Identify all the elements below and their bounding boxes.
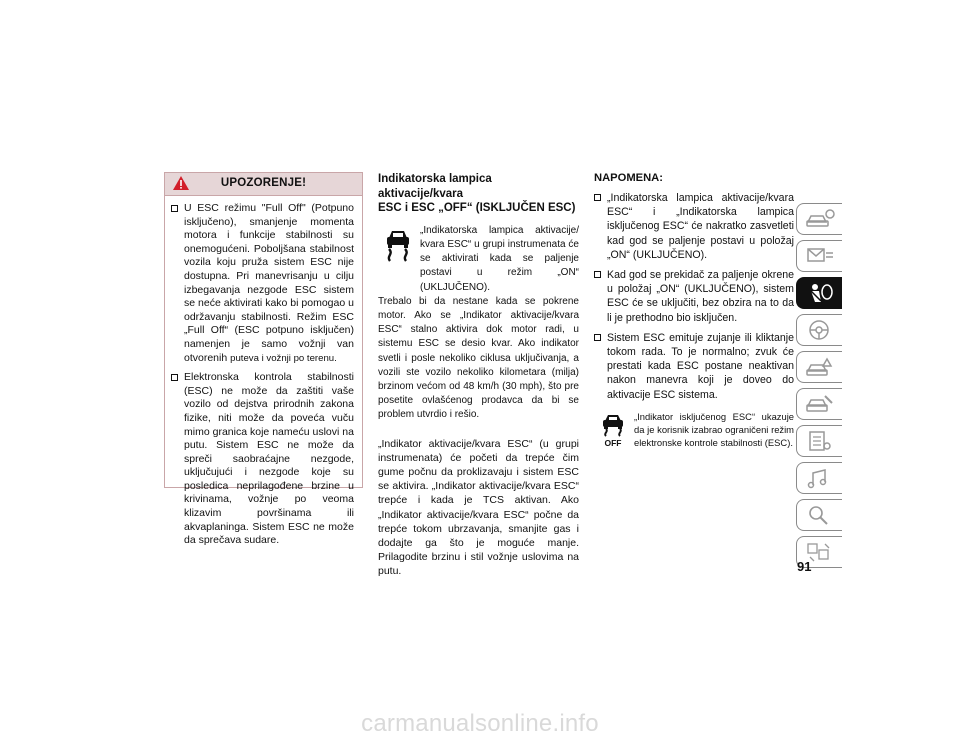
warning-title: UPOZORENJE! <box>220 177 307 189</box>
warning-bullet-text: Elektronska kontrola stabilnosti (ESC) ne može da zaštiti vaše vozilo od dejstva prirodnih zakona fizike, niti može da poveća vuču mimo granica koje nameću uslovi na putu. Sistem ESC ne može da spreči saobraćajne nezgode, uključujući i nezgode koje su posledica neprilagođene brzine u krivinama, vožnje po veoma klizavim površinama ili akvaplaninga. Sistem ESC ne može da sprečava sudare. <box>184 371 354 547</box>
car-info-icon <box>805 208 835 230</box>
esc-off-indicator-row <box>594 410 794 450</box>
warning-bullet-text: U ESC režimu "Full Off" (Potpuno isključeno), smanjenje momenta motora i funkcije stabilnosti su onemogućeni. Poboljšana stabilnost vozila koju pruža sistem ESC nije dostupna. Pri manevrisanju u cilju izbegavanja nezgode ESC sistem se neće aktivirati kako bi pomogao u održavanju stabilnosti. Režim ESC „Full Off“ (ESC potpuno isključen) namenjen je samo vožnji van otvorenih <box>184 202 354 364</box>
warning-bullet <box>171 371 354 548</box>
steering-wheel-icon <box>805 319 835 341</box>
section-heading <box>378 172 579 216</box>
messages-icon <box>805 245 835 267</box>
heading-line-1: Indikatorska lampica aktivacije/kvara <box>378 173 492 200</box>
note-bullet-text: „Indikatorska lampica aktivacije/kvara ESC“ i „Indikatorska lampica isključenog ESC“ će nakratko zasvetleti kad god se paljenje postavi u položaj „ON“ (UKLJUČENO). <box>607 192 794 261</box>
bullet-square-icon <box>171 374 178 381</box>
note-bullet-text: Kad god se prekidač za paljenje okrene u položaj „ON“ (UKLJUČENO), sistem ESC će se uključiti, bez obzira na to da li je prethodno bio isključen. <box>607 269 794 324</box>
tab-safety[interactable] <box>796 277 842 309</box>
tab-car-info[interactable] <box>796 203 842 235</box>
chapter-tabs <box>796 203 844 573</box>
search-icon <box>805 504 835 526</box>
tab-multimedia[interactable] <box>796 462 842 494</box>
note-bullet <box>594 191 794 262</box>
bullet-square-icon <box>594 334 601 341</box>
note-bullet <box>594 331 794 402</box>
page-number: 91 <box>797 559 812 574</box>
esc-indicator-row <box>378 224 579 295</box>
emergency-icon <box>805 356 835 378</box>
bullet-square-icon <box>594 194 601 201</box>
tab-steering[interactable] <box>796 314 842 346</box>
heading-line-2: ESC i ESC „OFF“ (ISKLJUČEN ESC) <box>378 202 576 215</box>
tab-service[interactable] <box>796 388 842 420</box>
bullet-square-icon <box>171 205 178 212</box>
warning-bullet-tail: puteva i vožnji po terenu. <box>230 352 337 364</box>
service-icon <box>805 393 835 415</box>
paragraph: „Indikator aktivacije/kvara ESC“ (u grupi instrumenata) će početi da trepće čim gume počnu da proklizavaju i sistem ESC se aktivira. „Indikator aktivacije/kvara ESC“ trepće i kada je TCS aktivan. Ako „Indikator aktivacije/kvara ESC“ počne da trepće tokom ubrzavanja, smanjite gas i dodajte ga što je moguće manje. Prilagodite brzinu i stil vožnje uslovima na putu. <box>378 437 579 578</box>
bullet-square-icon <box>594 271 601 278</box>
multimedia-icon <box>805 467 835 489</box>
watermark: carmanualsonline.info <box>361 710 599 737</box>
specs-icon <box>805 430 835 452</box>
esc-indicator-text: „Indikatorska lampica aktivacije/ kvara ESC“ u grupi instrumenata će se aktivirati kada se paljenje postavi u režim „ON“ (UKLJUČENO). <box>420 224 579 293</box>
warning-bullet <box>171 202 354 365</box>
warning-header <box>165 173 362 196</box>
tab-specs[interactable] <box>796 425 842 457</box>
note-title: NAPOMENA: <box>594 172 663 184</box>
esc-skid-car-icon <box>384 228 412 262</box>
note-bullet <box>594 268 794 325</box>
middle-column <box>378 172 579 579</box>
paragraph: Trebalo bi da nestane kada se pokrene motor. Ako se „Indikator aktivacije/kvara ESC“ stalno aktivira dok motor radi, u sistemu ESC se desio kvar. Ako indikator svetli i posle nekoliko ciklusa uključivanja, a vozili ste vozilo nekoliko kilometara (milja) brzinom većom od 48 km/h (30 mph), što pre posetite ovlašćenog prodavca da bi se problem utvrdio i rešio. <box>378 295 579 421</box>
warning-box <box>164 172 363 547</box>
right-column <box>594 172 794 449</box>
off-label: OFF <box>604 437 622 448</box>
esc-off-text: „Indikator isključenog ESC“ ukazuje da je korisnik izabrao ograničeni režim elektronske kontrole stabilnosti (ESC). <box>634 410 794 449</box>
safety-icon <box>805 282 835 304</box>
note-bullet-text: Sistem ESC emituje zujanje ili kliktanje tokom rada. To je normalno; zvuk će prestati kada ESC postane neaktivan nakon manevra koji je doveo do aktivacije ESC sistema. <box>607 331 794 401</box>
tab-messages[interactable] <box>796 240 842 272</box>
esc-off-icon <box>600 412 626 448</box>
tab-emergency[interactable] <box>796 351 842 383</box>
tab-search[interactable] <box>796 499 842 531</box>
